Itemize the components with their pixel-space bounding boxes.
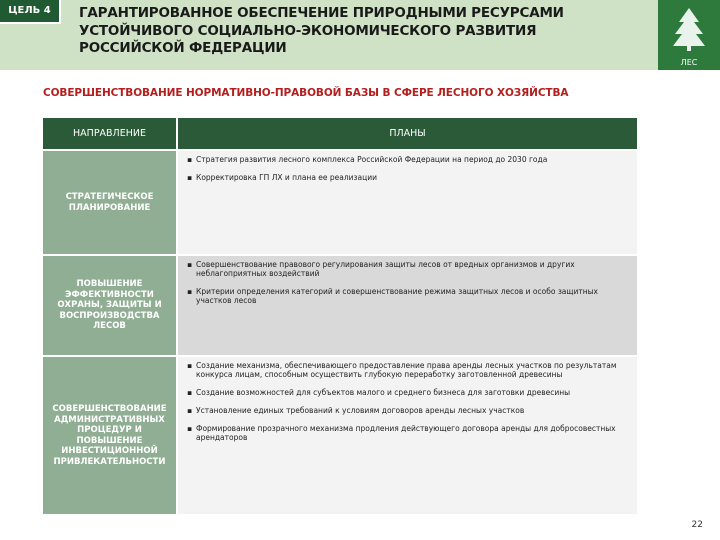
section-title: СОВЕРШЕНСТВОВАНИЕ НОРМАТИВНО-ПРАВОВОЙ БАЗЫ В СФЕРЕ ЛЕСНОГО ХОЗЯЙСТВА: [43, 87, 569, 99]
direction-line: ОХРАНЫ, ЗАЩИТЫ И: [57, 300, 162, 311]
slide-title-line: РОССИЙСКОЙ ФЕДЕРАЦИИ: [79, 40, 287, 56]
direction-line: ПЛАНИРОВАНИЕ: [68, 202, 151, 213]
direction-line: ВОСПРОИЗВОДСТВА: [59, 310, 160, 321]
table-header: [43, 118, 637, 149]
direction-cell: [43, 357, 176, 514]
table-row: [43, 256, 637, 355]
plans-cell: [178, 357, 637, 514]
slide-title-line: УСТОЙЧИВОГО СОЦИАЛЬНО-ЭКОНОМИЧЕСКОГО РАЗВИТИЯ: [79, 22, 537, 39]
goal-badge: ЦЕЛЬ 4: [0, 0, 61, 24]
direction-cell: [43, 151, 176, 254]
page-number: 22: [691, 520, 703, 530]
plan-item: ▪ Корректировка ГП ЛХ и плана ее реализации: [184, 173, 631, 182]
logo-label: ЛЕС: [680, 58, 698, 67]
plan-item: ▪ Формирование прозрачного механизма продления действующего договора аренды для добросовестных арендаторов: [184, 424, 631, 442]
column-header-direction: НАПРАВЛЕНИЕ: [43, 118, 176, 149]
plan-item: ▪ Совершенствование правового регулирования защиты лесов от вредных организмов и других неблагоприятных воздействий: [184, 260, 631, 278]
direction-line: ПРОЦЕДУР И: [77, 425, 142, 435]
plans-cell: [178, 151, 637, 254]
direction-line: ЭФФЕКТИВНОСТИ: [65, 289, 154, 300]
direction-line: ПОВЫШЕНИЕ: [76, 435, 143, 446]
tree-logo-icon: [672, 6, 706, 52]
plan-item: ▪ Установление единых требований к условиям договоров аренды лесных участков: [184, 406, 631, 415]
direction-cell: [43, 256, 176, 355]
slide-title: [79, 5, 639, 58]
plan-item: ▪ Критерии определения категорий и совершенствование режима защитных лесов и особо защитных участков лесов: [184, 287, 631, 305]
direction-line: ЛЕСОВ: [93, 321, 126, 332]
forest-logo: [658, 0, 720, 70]
direction-line: ПРИВЛЕКАТЕЛЬНОСТИ: [53, 456, 166, 467]
plan-item: ▪ Создание механизма, обеспечивающего предоставление права аренды лесных участков по результатам конкурса лицам, способным осуществить глубокую переработку заготовленной древесины: [184, 361, 631, 379]
plans-table: [43, 118, 637, 514]
direction-line: ИНВЕСТИЦИОННОЙ: [61, 446, 158, 456]
table-row: [43, 357, 637, 514]
direction-line: АДМИНИСТРАТИВНЫХ: [54, 414, 165, 425]
plan-item: ▪ Создание возможностей для субъектов малого и среднего бизнеса для заготовки древесины: [184, 388, 631, 397]
direction-line: СТРАТЕГИЧЕСКОЕ: [65, 192, 154, 202]
plan-item: ▪ Стратегия развития лесного комплекса Российской Федерации на период до 2030 года: [184, 155, 631, 164]
plans-cell: [178, 256, 637, 355]
table-row: [43, 151, 637, 254]
slide-title-line: ГАРАНТИРОВАННОЕ ОБЕСПЕЧЕНИЕ ПРИРОДНЫМИ РЕСУРСАМИ: [79, 5, 564, 21]
column-header-plans: ПЛАНЫ: [178, 118, 637, 149]
slide-header: [0, 0, 720, 70]
direction-line: СОВЕРШЕНСТВОВАНИЕ: [52, 404, 167, 414]
direction-line: ПОВЫШЕНИЕ: [76, 279, 143, 290]
